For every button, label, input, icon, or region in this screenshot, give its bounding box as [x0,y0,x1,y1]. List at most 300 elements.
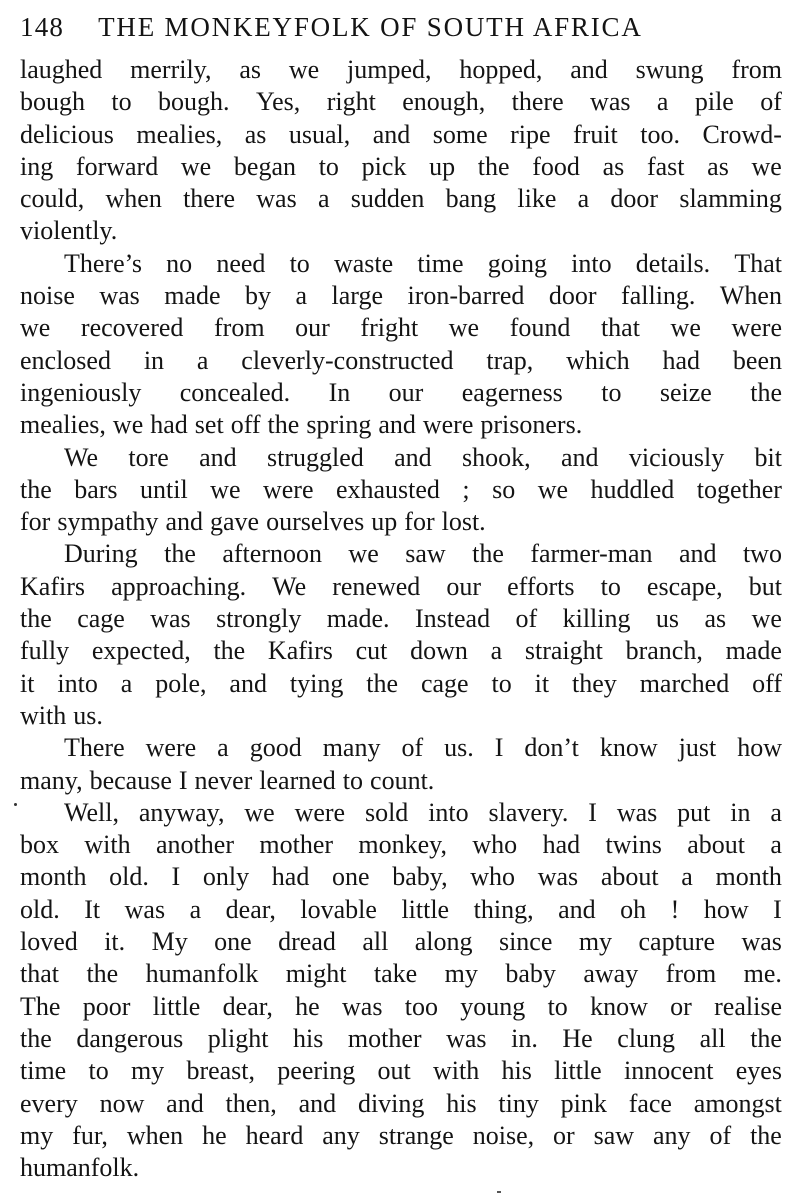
word: put [677,797,711,827]
word: when [105,184,162,214]
word: expected, [91,636,191,666]
word: was [342,991,383,1021]
word: began [233,151,297,181]
word: time [20,1056,67,1086]
word: too. [640,119,680,149]
word: we [670,313,701,343]
word: tying [289,668,344,698]
text-line [20,1088,782,1120]
word: seize [659,377,712,407]
word: from [665,959,717,989]
word: the [267,410,300,440]
word: made [725,636,782,666]
word: who [472,830,518,860]
word: baby [505,959,556,989]
word: and [199,442,237,472]
word: as [602,151,625,181]
word: that [600,313,640,343]
word: the [213,636,246,666]
word: then, [225,1088,277,1118]
word: since [498,927,553,957]
word: amongst [693,1088,782,1118]
word: time [417,248,464,278]
word: to [491,668,512,698]
word: only [202,862,250,892]
text-line [20,119,782,151]
word: viciously [628,442,725,472]
word: monkey, [358,830,447,860]
word: two [742,539,782,569]
word: fast [646,151,685,181]
text-line [20,86,782,118]
text-line [20,700,782,732]
word: for [404,507,435,537]
text-line [20,474,782,506]
word: diving [357,1088,425,1118]
word: right [326,87,376,117]
word: delicious [20,119,114,149]
text-line [20,280,782,312]
word: ourselves [266,507,365,537]
word: set [194,410,224,440]
word: fruit [573,119,618,149]
word: like [517,184,557,214]
word: our [446,571,482,601]
word: spring [306,410,372,440]
word: clung [617,1023,676,1053]
word: too [404,991,438,1021]
word: we [180,151,212,181]
word: huddled [590,474,675,504]
word: the [164,539,196,569]
word: no [166,248,193,278]
word: of [709,1120,732,1150]
word: off [230,410,261,440]
stray-ink-mark [497,1191,501,1193]
word: efforts [507,571,575,601]
text-line [20,409,782,441]
word: and [394,442,432,472]
word: a [189,894,202,924]
word: mother [347,1023,422,1053]
word: lost. [441,507,486,537]
word: never [194,765,253,795]
word: shook, [462,442,531,472]
word: we [244,797,275,827]
word: and [165,507,203,537]
word: cage [77,604,125,634]
word: in [143,345,165,375]
word: along [414,927,473,957]
word: us. [73,700,103,730]
word: Well, [64,797,119,827]
word: some [432,119,488,149]
word: usual, [288,119,351,149]
text-line [20,1152,782,1184]
word: from [731,55,782,84]
word: know [599,733,658,763]
word: we [210,474,241,504]
text-line [20,442,782,474]
word: struggled [267,442,364,472]
word: baby, [392,862,448,892]
word: up [371,507,398,537]
word: the [20,474,52,504]
text-line [20,894,782,926]
word: when [126,1120,184,1150]
paragraph [20,442,782,539]
word: because [89,765,172,795]
word: until [140,474,188,504]
word: down [410,636,468,666]
word: know [590,991,648,1021]
word: recovered [80,313,184,343]
word: good [249,733,302,763]
word: in. [511,1023,538,1053]
word: strange [378,1120,454,1150]
word: my [20,1120,54,1150]
word: a [295,281,308,311]
word: cut [355,636,388,666]
word: month [715,862,782,892]
text-line [20,506,782,538]
word: Kafirs [20,571,85,601]
word: ripe [510,119,551,149]
text-line [20,991,782,1023]
word: many [322,733,381,763]
word: lovable [300,894,377,924]
word: dread [278,927,336,957]
word: breast, [186,1056,256,1086]
word: with [84,830,131,860]
word: details. [635,248,711,278]
page-number: 148 [20,12,65,42]
word: ; [462,474,470,504]
paragraph [20,248,782,442]
word: another [156,830,234,860]
word: plight [207,1023,269,1053]
word: us. [444,733,474,763]
word: and [372,119,411,149]
text-line [20,829,782,861]
paragraph [20,732,782,797]
text-line [20,248,782,280]
word: many, [20,765,83,795]
word: the [477,151,510,181]
word: to [547,991,568,1021]
word: the [86,959,119,989]
word: every [20,1088,78,1118]
word: fully [20,636,70,666]
word: to [342,765,364,795]
word: falling. [621,281,696,311]
word: a [490,636,503,666]
word: for [20,507,51,537]
word: was [256,184,297,214]
word: might [285,959,347,989]
word: jumped, [347,55,432,84]
word: and [558,894,596,924]
word: bough [20,87,85,117]
word: He [562,1023,593,1053]
word: hopped, [459,55,543,84]
text-line [20,958,782,990]
word: to [289,248,310,278]
word: it [534,668,550,698]
text-line [20,926,782,958]
word: we [348,539,379,569]
word: was [537,862,579,892]
text-line [20,1055,782,1087]
word: sold [364,797,409,827]
word: prisoners. [480,410,583,440]
word: fright [360,313,419,343]
word: food [532,151,580,181]
word: little [401,894,450,924]
text-line [20,151,782,183]
word: young [460,991,526,1021]
word: oh [620,894,647,924]
word: or [553,1120,575,1150]
word: During [64,539,138,569]
word: were [145,733,197,763]
word: pick [361,151,407,181]
word: from [214,313,265,343]
word: was [590,87,631,117]
word: little [152,991,201,1021]
word: Instead [414,604,491,634]
word: it [20,668,35,698]
text-line [20,215,782,247]
word: tiny [498,1088,539,1118]
word: and [166,1088,204,1118]
word: branch, [625,636,703,666]
word: The [20,991,61,1021]
word: all [699,1023,726,1053]
word: learned [259,765,336,795]
word: We [64,442,98,472]
stray-ink-mark [14,803,17,806]
word: thing, [473,894,534,924]
text-line [20,183,782,215]
word: mealies, [136,119,223,149]
word: was [99,281,140,311]
word: dangerous [76,1023,184,1053]
word: sympathy [57,507,159,537]
word: so [492,474,516,504]
word: we [288,55,320,84]
word: as [239,55,262,84]
word: we [751,604,782,634]
word: all [362,927,389,957]
word: he [295,991,320,1021]
body-text [20,54,782,1184]
word: just [678,733,717,763]
word: old. [109,862,149,892]
word: my [130,1056,165,1086]
word: a [196,345,209,375]
word: escape, [646,571,723,601]
text-line [20,861,782,893]
word: noise [20,281,75,311]
word: laughed [20,55,103,84]
word: ingeniously [20,377,142,407]
word: were [294,797,346,827]
word: was [124,894,166,924]
word: That [734,248,782,278]
word: that [20,959,59,989]
word: the [20,1023,52,1053]
word: capture [638,927,716,957]
word: bough. [158,87,230,117]
word: it. [104,927,126,957]
word: peering [277,1056,356,1086]
word: a [577,184,590,214]
word: into [571,248,612,278]
word: saw [593,1120,635,1150]
word: was [616,797,658,827]
word: merrily, [130,55,212,84]
word: There’s [64,248,142,278]
word: made [164,281,221,311]
text-line [20,635,782,667]
word: I [494,733,504,763]
word: Crowd- [702,119,782,149]
word: iron-barred [407,281,525,311]
word: door [548,281,597,311]
word: the [366,668,399,698]
word: Yes, [255,87,301,117]
word: were [422,410,474,440]
word: we [448,313,480,343]
word: he [202,1120,227,1150]
text-line [20,377,782,409]
word: dear, [225,894,276,924]
word: When [719,281,782,311]
word: It [84,894,101,924]
word: straight [524,636,603,666]
paragraph [20,797,782,1185]
word: me. [743,959,782,989]
word: by [245,281,272,311]
word: now [99,1088,145,1118]
word: could, [20,184,85,214]
word: there [511,87,564,117]
word: ing [20,151,54,181]
word: we [112,410,144,440]
word: a [770,830,782,860]
word: and [378,410,416,440]
running-head [20,12,782,54]
word: There [64,733,125,763]
word: approaching. [111,571,247,601]
word: into [57,668,98,698]
word: box [20,830,59,860]
word: was [150,604,191,634]
word: gave [209,507,260,537]
word: swung [635,55,704,84]
word: of [515,604,538,634]
word: off [752,668,782,698]
text-line [20,571,782,603]
word: our [295,313,330,343]
word: had [542,830,581,860]
word: as [244,119,267,149]
word: marched [639,668,730,698]
word: and [570,55,608,84]
word: one [214,927,252,957]
word: old. [20,894,60,924]
word: large [331,281,384,311]
word: eyes [735,1056,782,1086]
word: fur, [72,1120,108,1150]
word: I [171,862,181,892]
word: been [732,345,782,375]
word: mealies, [20,410,106,440]
word: waste [333,248,394,278]
word: concealed. [179,377,291,407]
word: don’t [524,733,579,763]
word: humanfolk [145,959,259,989]
word: or [670,991,692,1021]
word: the [750,1023,782,1053]
word: up [429,151,456,181]
word: with [20,700,67,730]
text-line [20,797,782,829]
word: his [446,1088,477,1118]
word: violently. [20,216,118,246]
word: pink [560,1088,607,1118]
word: pole, [155,668,207,698]
word: a [656,87,669,117]
word: a [317,184,330,214]
word: away [583,959,639,989]
word: we [537,474,569,504]
word: his [501,1056,532,1086]
word: exhausted [335,474,440,504]
word: tore [128,442,169,472]
word: enough, [402,87,486,117]
word: killing [562,604,631,634]
word: humanfolk. [20,1153,140,1183]
word: my [578,927,613,957]
word: we [20,313,51,343]
word: pile [694,87,734,117]
word: had [150,410,188,440]
word: take [373,959,418,989]
word: in [730,797,751,827]
text-line [20,1023,782,1055]
word: his [292,1023,324,1053]
word: cleverly-constructed [241,345,454,375]
word: how [703,894,749,924]
word: count. [370,765,435,795]
word: who [470,862,516,892]
word: In [328,377,351,407]
word: innocent [623,1056,714,1086]
word: My [151,927,188,957]
word: trap, [486,345,534,375]
word: strongly [216,604,302,634]
word: the [750,377,782,407]
word: anyway, [138,797,225,827]
word: a [770,797,782,827]
text-line [20,1120,782,1152]
word: were [731,313,782,343]
word: we [751,151,782,181]
word: they [572,668,617,698]
word: my [444,959,478,989]
